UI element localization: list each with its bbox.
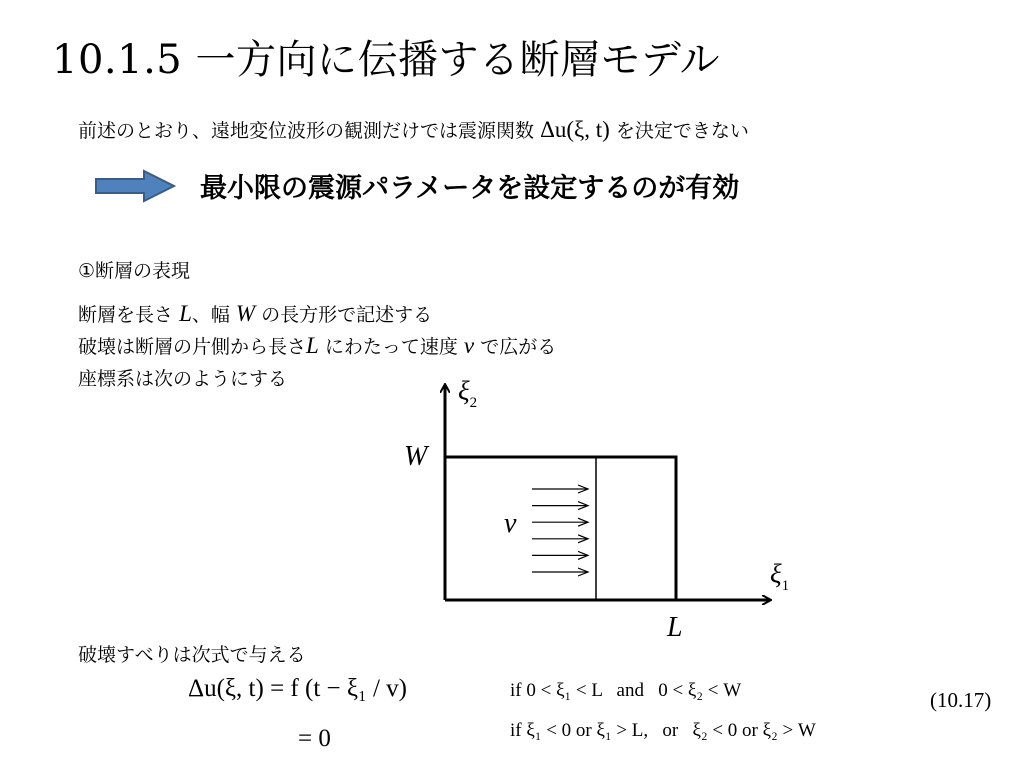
xi1-label: $\xi_1$ xyxy=(770,559,790,594)
intro-text-before: 前述のとおり、遠地変位波形の観測だけでは震源関数 xyxy=(78,120,535,142)
description-line-3: 座標系は次のようにする xyxy=(78,368,288,390)
equation-rhs-zero: = 0 xyxy=(298,725,331,752)
xi2-label: $\xi_2$ xyxy=(458,376,478,411)
line2-text-c: で広がる xyxy=(480,336,557,358)
width-symbol: W xyxy=(235,301,256,326)
intro-symbol: Δu(ξ, t) xyxy=(540,117,610,142)
length-label: L xyxy=(667,612,683,643)
equation-condition-1: if 0 < ξ₁ < L and 0 < ξ₂ < W xyxy=(510,680,742,701)
propagation-arrows xyxy=(532,489,588,572)
line1-text-b: 、幅 xyxy=(191,304,230,326)
equation-number: (10.17) xyxy=(930,688,992,712)
line2-text-a: 破壊は断層の片側から長さ xyxy=(78,336,307,358)
equation-lhs: Δu(ξ, t) = f (t − ξ₁ / v) xyxy=(188,675,407,702)
intro-text-after: を決定できない xyxy=(615,120,749,142)
conclusion-text: 最小限の震源パラメータを設定するのが有効 xyxy=(200,173,740,204)
line1-text-c: の長方形で記述する xyxy=(261,304,433,326)
width-label: W xyxy=(404,441,428,472)
fault-rectangle xyxy=(445,457,676,600)
velocity-label: v xyxy=(504,508,517,539)
length-symbol: L xyxy=(179,301,192,326)
equation-condition-2: if ξ₁ < 0 or ξ₁ > L, or ξ₂ < 0 or ξ₂ > W xyxy=(510,720,816,741)
section-heading: ①断層の表現 xyxy=(78,260,191,282)
line1-text-a: 断層を長さ xyxy=(78,304,174,326)
length-symbol-2: L xyxy=(306,333,319,358)
slip-intro: 破壊すべりは次式で与える xyxy=(78,644,306,666)
line2-text-b: にわたって速度 xyxy=(324,336,458,358)
slide-title: 10.1.5 一方向に伝播する断層モデル xyxy=(52,37,720,83)
velocity-symbol: v xyxy=(463,333,475,358)
